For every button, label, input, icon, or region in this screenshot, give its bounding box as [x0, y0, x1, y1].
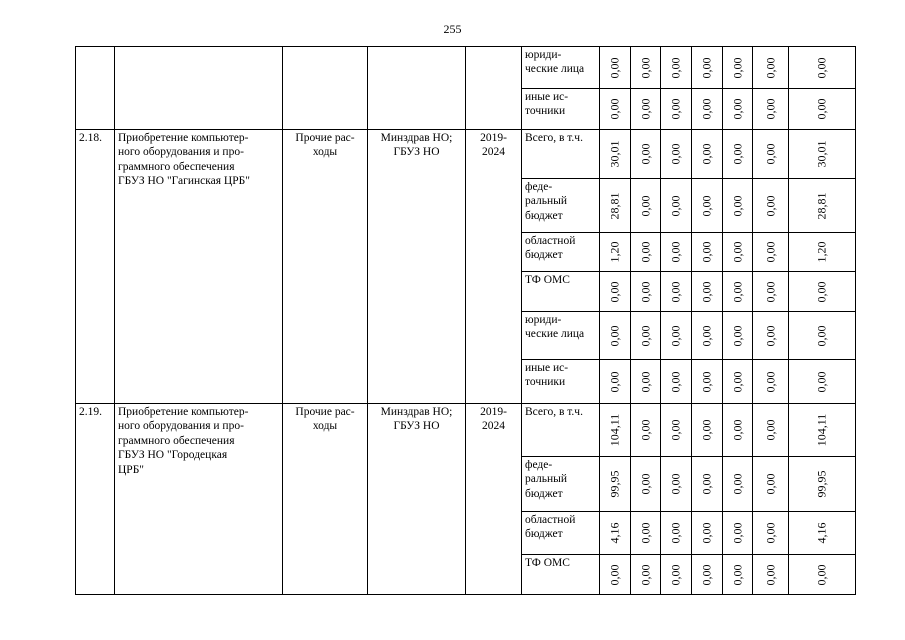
funding-source: Всего, в т.ч. — [522, 130, 600, 179]
value-text: 0,00 — [730, 281, 744, 302]
funding-source: иные ис- точники — [522, 360, 600, 404]
value-text: 0,00 — [668, 522, 683, 544]
value-cell — [789, 404, 856, 457]
entry-number: 2.18. — [76, 130, 115, 404]
value-cell — [723, 512, 753, 555]
value-text: 0,00 — [699, 98, 714, 120]
value-text: 0,00 — [763, 57, 777, 78]
value-text: 0,00 — [607, 371, 622, 392]
value-cell — [600, 47, 631, 89]
value-text: 0,00 — [699, 195, 714, 216]
value-text: 0,00 — [699, 473, 714, 495]
value-text: 0,00 — [607, 98, 622, 120]
value-text: 0,00 — [638, 281, 652, 302]
value-cell — [753, 47, 789, 89]
value-text: 0,00 — [638, 419, 652, 441]
value-cell — [789, 130, 856, 179]
value-cell — [600, 179, 631, 233]
executor: Минздрав НО; ГБУЗ НО — [368, 404, 466, 595]
value-text: 0,00 — [730, 195, 744, 216]
value-text: 0,00 — [638, 564, 652, 585]
value-text: 0,00 — [668, 57, 683, 78]
value-cell — [692, 404, 723, 457]
value-cell — [692, 312, 723, 360]
value-text: 0,00 — [763, 325, 777, 346]
value-cell — [692, 47, 723, 89]
executor: Минздрав НО; ГБУЗ НО — [368, 130, 466, 404]
value-cell — [631, 360, 661, 404]
value-cell — [723, 457, 753, 512]
value-text: 0,00 — [763, 241, 777, 263]
value-cell — [753, 130, 789, 179]
value-cell — [661, 312, 692, 360]
value-cell — [692, 457, 723, 512]
value-cell — [600, 555, 631, 595]
value-text: 0,00 — [730, 419, 744, 441]
value-cell — [600, 89, 631, 130]
value-text: 0,00 — [763, 522, 777, 544]
value-text: 0,00 — [814, 564, 829, 585]
value-text: 0,00 — [763, 281, 777, 302]
empty-category-cell — [283, 47, 368, 130]
value-text: 4,16 — [607, 522, 622, 544]
event-description: Приобретение компьютер- ного оборудования и про- граммного обеспечения ГБУЗ НО "Городецкая ЦРБ" — [115, 404, 283, 595]
value-cell — [600, 457, 631, 512]
value-cell — [692, 512, 723, 555]
value-text: 0,00 — [814, 325, 829, 346]
value-cell — [692, 179, 723, 233]
value-cell — [661, 272, 692, 312]
value-cell — [789, 312, 856, 360]
value-cell — [600, 130, 631, 179]
value-cell — [789, 47, 856, 89]
value-text: 0,00 — [699, 281, 714, 302]
value-cell — [789, 89, 856, 130]
value-text: 0,00 — [668, 371, 683, 392]
value-text: 99,95 — [607, 470, 622, 498]
value-text: 0,00 — [730, 143, 744, 165]
value-cell — [723, 312, 753, 360]
value-text: 0,00 — [668, 473, 683, 495]
value-cell — [723, 89, 753, 130]
value-text: 0,00 — [638, 195, 652, 216]
value-text: 0,00 — [668, 419, 683, 441]
value-cell — [692, 360, 723, 404]
value-text: 0,00 — [763, 473, 777, 495]
value-text: 28,81 — [607, 192, 622, 219]
value-cell — [789, 179, 856, 233]
value-text: 0,00 — [763, 98, 777, 120]
table-row — [76, 47, 856, 89]
value-cell — [600, 272, 631, 312]
empty-num-cell — [76, 47, 115, 130]
value-text: 0,00 — [638, 371, 652, 392]
value-text: 0,00 — [638, 57, 652, 78]
value-cell — [600, 360, 631, 404]
value-text: 0,00 — [763, 195, 777, 216]
value-text: 0,00 — [730, 98, 744, 120]
funding-source: феде- ральный бюджет — [522, 457, 600, 512]
value-cell — [723, 179, 753, 233]
value-text: 0,00 — [607, 564, 622, 585]
value-cell — [600, 233, 631, 272]
value-cell — [600, 404, 631, 457]
value-cell — [789, 272, 856, 312]
funding-source: Всего, в т.ч. — [522, 404, 600, 457]
value-text: 0,00 — [638, 143, 652, 165]
value-cell — [753, 312, 789, 360]
value-text: 0,00 — [699, 241, 714, 263]
value-cell — [631, 179, 661, 233]
value-cell — [631, 89, 661, 130]
value-cell — [692, 233, 723, 272]
value-text: 0,00 — [638, 241, 652, 263]
value-cell — [631, 404, 661, 457]
funding-source: иные ис- точники — [522, 89, 600, 130]
value-text: 104,11 — [607, 413, 622, 447]
value-text: 0,00 — [730, 325, 744, 346]
value-cell — [723, 47, 753, 89]
value-cell — [753, 179, 789, 233]
value-text: 0,00 — [730, 371, 744, 392]
value-cell — [753, 272, 789, 312]
value-text: 4,16 — [814, 522, 829, 544]
value-cell — [753, 89, 789, 130]
budget-table — [75, 46, 856, 595]
expense-category: Прочие рас- ходы — [283, 404, 368, 595]
value-text: 0,00 — [668, 281, 683, 302]
value-cell — [661, 130, 692, 179]
value-cell — [661, 233, 692, 272]
value-text: 30,01 — [607, 140, 622, 168]
value-text: 0,00 — [730, 241, 744, 263]
value-text: 1,20 — [814, 241, 829, 263]
value-cell — [753, 457, 789, 512]
value-text: 0,00 — [814, 281, 829, 302]
funding-source: областной бюджет — [522, 233, 600, 272]
value-cell — [661, 47, 692, 89]
value-text: 0,00 — [814, 57, 829, 78]
table-row — [76, 130, 856, 179]
empty-period-cell — [466, 47, 522, 130]
expense-category: Прочие рас- ходы — [283, 130, 368, 404]
value-text: 104,11 — [814, 413, 829, 447]
table-body — [76, 47, 856, 595]
funding-source: юриди- ческие лица — [522, 47, 600, 89]
value-cell — [723, 130, 753, 179]
value-text: 0,00 — [638, 473, 652, 495]
value-text: 0,00 — [668, 241, 683, 263]
value-text: 0,00 — [638, 325, 652, 346]
value-text: 0,00 — [730, 57, 744, 78]
value-text: 0,00 — [814, 98, 829, 120]
value-cell — [723, 272, 753, 312]
value-text: 0,00 — [607, 57, 622, 78]
value-cell — [661, 360, 692, 404]
value-cell — [631, 555, 661, 595]
value-cell — [789, 233, 856, 272]
value-text: 0,00 — [607, 281, 622, 302]
value-text: 0,00 — [699, 57, 714, 78]
value-text: 0,00 — [699, 522, 714, 544]
value-text: 0,00 — [730, 564, 744, 585]
value-cell — [789, 457, 856, 512]
value-cell — [753, 555, 789, 595]
value-text: 0,00 — [763, 564, 777, 585]
value-text: 0,00 — [763, 143, 777, 165]
value-cell — [661, 512, 692, 555]
empty-event-cell — [115, 47, 283, 130]
value-cell — [692, 89, 723, 130]
empty-executor-cell — [368, 47, 466, 130]
value-text: 0,00 — [668, 98, 683, 120]
event-description: Приобретение компьютер- ного оборудования и про- граммного обеспечения ГБУЗ НО "Гагинская ЦРБ" — [115, 130, 283, 404]
value-cell — [631, 457, 661, 512]
value-text: 28,81 — [814, 192, 829, 219]
value-cell — [661, 179, 692, 233]
value-cell — [723, 233, 753, 272]
value-cell — [789, 555, 856, 595]
value-text: 0,00 — [814, 371, 829, 392]
value-cell — [631, 47, 661, 89]
value-text: 0,00 — [699, 419, 714, 441]
value-cell — [753, 404, 789, 457]
funding-source: феде- ральный бюджет — [522, 179, 600, 233]
value-text: 30,01 — [814, 140, 829, 168]
value-text: 0,00 — [638, 98, 652, 120]
value-cell — [723, 555, 753, 595]
value-text: 0,00 — [668, 195, 683, 216]
funding-source: ТФ ОМС — [522, 555, 600, 595]
value-text: 0,00 — [607, 325, 622, 346]
value-cell — [789, 512, 856, 555]
value-cell — [753, 233, 789, 272]
value-text: 0,00 — [763, 371, 777, 392]
value-cell — [661, 457, 692, 512]
value-text: 0,00 — [668, 564, 683, 585]
value-cell — [631, 233, 661, 272]
value-cell — [789, 360, 856, 404]
value-cell — [692, 555, 723, 595]
value-text: 0,00 — [699, 325, 714, 346]
value-text: 0,00 — [730, 473, 744, 495]
period: 2019- 2024 — [466, 404, 522, 595]
value-text: 0,00 — [730, 522, 744, 544]
value-cell — [661, 89, 692, 130]
value-text: 0,00 — [699, 371, 714, 392]
funding-source: ТФ ОМС — [522, 272, 600, 312]
value-text: 0,00 — [699, 143, 714, 165]
value-text: 0,00 — [668, 325, 683, 346]
value-cell — [692, 130, 723, 179]
value-cell — [661, 404, 692, 457]
value-cell — [631, 272, 661, 312]
value-cell — [600, 312, 631, 360]
value-cell — [753, 512, 789, 555]
period: 2019- 2024 — [466, 130, 522, 404]
value-text: 1,20 — [607, 241, 622, 263]
value-cell — [753, 360, 789, 404]
value-cell — [723, 404, 753, 457]
value-cell — [631, 312, 661, 360]
funding-source: юриди- ческие лица — [522, 312, 600, 360]
value-cell — [661, 555, 692, 595]
value-cell — [723, 360, 753, 404]
value-text: 99,95 — [814, 470, 829, 498]
value-text: 0,00 — [668, 143, 683, 165]
value-text: 0,00 — [699, 564, 714, 585]
value-text: 0,00 — [638, 522, 652, 544]
value-cell — [631, 512, 661, 555]
table-row — [76, 404, 856, 457]
page-number: 255 — [443, 22, 462, 36]
value-text: 0,00 — [763, 419, 777, 441]
value-cell — [631, 130, 661, 179]
funding-source: областной бюджет — [522, 512, 600, 555]
entry-number: 2.19. — [76, 404, 115, 595]
value-cell — [692, 272, 723, 312]
value-cell — [600, 512, 631, 555]
